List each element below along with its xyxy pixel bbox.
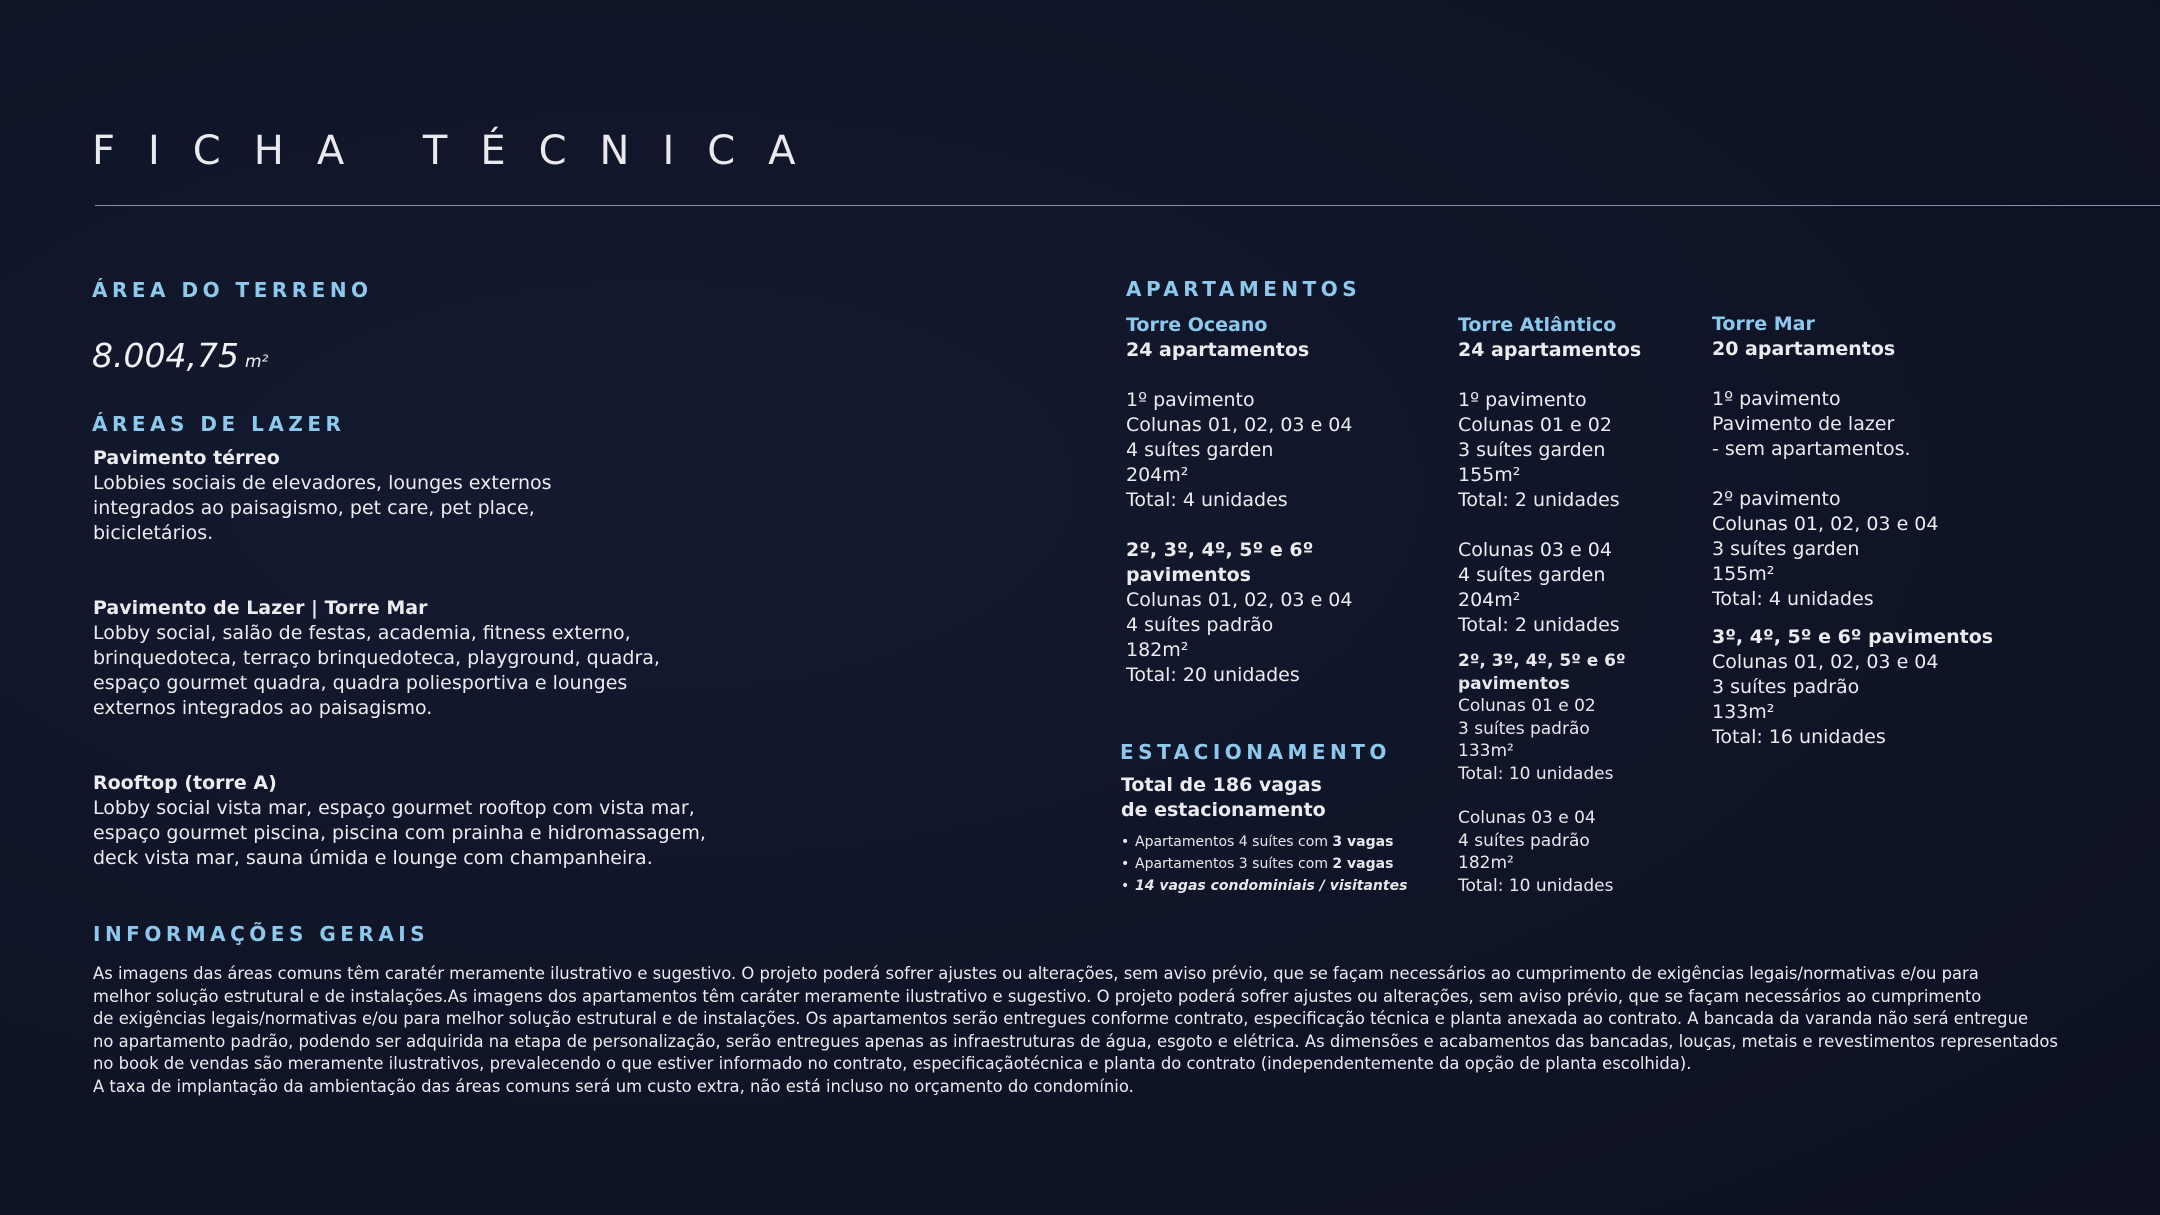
lazer-item-terreo [93, 446, 552, 546]
torre-mar-name: Torre Mar [1712, 313, 1815, 335]
spec-line: 2º pavimento [1712, 488, 1841, 510]
info-line: As imagens das áreas comuns têm caratér meramente ilustrativo e sugestivo. O projeto poderá sofrer ajustes ou alterações, sem aviso prévio, que se façam necessários ao cumprimento de exigências legais/normativas e/ou para [93, 964, 1979, 983]
torre-atlantico-count: 24 apartamentos [1458, 339, 1642, 361]
lazer-item-line: Lobbies sociais de elevadores, lounges externos [93, 472, 552, 494]
spec-line: 4 suítes garden [1458, 564, 1606, 586]
bullet-text: Apartamentos 3 suítes com [1135, 856, 1333, 872]
info-line: de exigências legais/normativas e/ou para melhor solução estrutural e de instalações. Os apartamentos serão entregues conforme contrato, especificação técnica e planta anexada ao contrato. A bancada da varanda não será entregue [93, 1009, 2029, 1028]
spec-line: Total: 4 unidades [1712, 588, 1874, 610]
spec-line: Pavimento de lazer [1712, 413, 1895, 435]
spec-line: Colunas 03 e 04 [1458, 808, 1596, 828]
spec-line: 155m² [1712, 563, 1775, 585]
spec-line: Colunas 03 e 04 [1458, 539, 1612, 561]
area-terreno-unit: m² [244, 352, 269, 372]
spec-line: Colunas 01, 02, 03 e 04 [1712, 513, 1939, 535]
lazer-item-rooftop [93, 771, 706, 871]
spec-line: 4 suítes garden [1126, 439, 1274, 461]
spec-line: Colunas 01, 02, 03 e 04 [1712, 651, 1939, 673]
spec-line: 1º pavimento [1126, 389, 1255, 411]
spec-line: Colunas 01 e 02 [1458, 414, 1612, 436]
area-terreno-heading: ÁREA DO TERRENO [92, 278, 373, 302]
list-item [1121, 875, 1407, 897]
estacionamento-total [1121, 773, 1326, 823]
spec-block-title: pavimentos [1458, 673, 1570, 694]
spec-line: 3 suítes padrão [1458, 718, 1590, 739]
spec-line: 204m² [1126, 464, 1189, 486]
lazer-item-line: bicicletários. [93, 522, 214, 544]
spec-line: 133m² [1712, 701, 1775, 723]
spec-line: Colunas 01, 02, 03 e 04 [1126, 589, 1353, 611]
spec-line: 155m² [1458, 464, 1521, 486]
lazer-item-title: Pavimento térreo [93, 447, 280, 469]
lazer-item-title: Rooftop (torre A) [93, 772, 277, 794]
spec-line: - sem apartamentos. [1712, 438, 1911, 460]
estacionamento-heading: ESTACIONAMENTO [1120, 740, 1391, 764]
spec-line: Total: 10 unidades [1458, 875, 1614, 896]
torre-oceano-column [1126, 313, 1352, 688]
spec-line: Total: 4 unidades [1126, 489, 1288, 511]
spec-block-title: 2º, 3º, 4º, 5º e 6º [1126, 539, 1314, 561]
spec-line: Colunas 01, 02, 03 e 04 [1126, 414, 1353, 436]
torre-atlantico-upper-floors [1458, 650, 1626, 897]
info-line: melhor solução estrutural e de instalações.As imagens dos apartamentos têm caráter meramente ilustrativo e sugestivo. O projeto poderá sofrer ajustes ou alterações, sem aviso prévio, que se façam necessários ao cumprimento [93, 986, 1982, 1006]
spec-line: 4 suítes padrão [1458, 830, 1590, 851]
spec-line: 182m² [1458, 853, 1514, 873]
apartamentos-heading: APARTAMENTOS [1126, 277, 1362, 301]
bullet-strong: 2 vagas [1332, 856, 1394, 872]
spec-block-title: 2º, 3º, 4º, 5º e 6º [1458, 651, 1626, 671]
torre-oceano-name: Torre Oceano [1126, 314, 1268, 336]
spec-line: 3 suítes padrão [1712, 676, 1860, 698]
spec-line: Colunas 01 e 02 [1458, 696, 1596, 716]
spec-line: 204m² [1458, 589, 1521, 611]
estacionamento-list [1121, 831, 1407, 897]
lazer-item-line: integrados ao paisagismo, pet care, pet place, [93, 497, 535, 519]
lazer-item-line: espaço gourmet quadra, quadra poliesportiva e lounges [93, 672, 628, 694]
lazer-item-torre-mar [93, 596, 660, 721]
spec-line: 3 suítes garden [1458, 439, 1606, 461]
torre-oceano-count: 24 apartamentos [1126, 339, 1310, 361]
info-line: no apartamento padrão, podendo ser adquirida na etapa de personalização, serão entregues apenas as infraestruturas de água, esgoto e elétrica. As dimensões e acabamentos das bancadas, louças, metais e revestimentos representados [93, 1031, 2058, 1051]
lazer-item-line: externos integrados ao paisagismo. [93, 697, 433, 719]
estacionamento-total-line: Total de 186 vagas [1121, 774, 1322, 796]
spec-line: Total: 20 unidades [1126, 664, 1300, 686]
list-item [1121, 831, 1407, 853]
bullet-strong: 14 vagas condominiais / visitantes [1135, 878, 1408, 894]
spec-line: Total: 2 unidades [1458, 614, 1620, 636]
areas-lazer-heading: ÁREAS DE LAZER [92, 412, 346, 436]
lazer-item-line: espaço gourmet piscina, piscina com prainha e hidromassagem, [93, 822, 706, 844]
page-title: FICHA TÉCNICA [92, 128, 829, 174]
lazer-item-line: deck vista mar, sauna úmida e lounge com champanheira. [93, 847, 653, 869]
bullet-strong: 3 vagas [1332, 834, 1394, 850]
spec-line: 1º pavimento [1712, 388, 1841, 410]
info-line: no book de vendas são meramente ilustrativos, prevalecendo o que estiver informado no contrato, especificaçãotécnica e planta do contrato (independentemente da opção de planta escolhida). [93, 1054, 1692, 1073]
spec-line: 1º pavimento [1458, 389, 1587, 411]
spec-block-title: 3º, 4º, 5º e 6º pavimentos [1712, 626, 1994, 648]
torre-atlantico-name: Torre Atlântico [1458, 314, 1617, 336]
spec-block-title: pavimentos [1126, 564, 1251, 586]
torre-mar-count: 20 apartamentos [1712, 338, 1896, 360]
list-item [1121, 853, 1407, 875]
bullet-text: Apartamentos 4 suítes com [1135, 834, 1333, 850]
estacionamento-total-line: de estacionamento [1121, 799, 1326, 821]
lazer-item-line: brinquedoteca, terraço brinquedoteca, playground, quadra, [93, 647, 660, 669]
spec-line: 3 suítes garden [1712, 538, 1860, 560]
lazer-item-line: Lobby social vista mar, espaço gourmet rooftop com vista mar, [93, 797, 695, 819]
spec-line: 133m² [1458, 741, 1514, 761]
lazer-item-line: Lobby social, salão de festas, academia, fitness externo, [93, 622, 631, 644]
area-terreno-number: 8.004,75 [92, 336, 239, 375]
lazer-item-title: Pavimento de Lazer | Torre Mar [93, 597, 428, 619]
spec-line: 182m² [1126, 639, 1189, 661]
torre-mar-column [1712, 312, 1993, 750]
info-heading: INFORMAÇÕES GERAIS [93, 922, 430, 946]
torre-atlantico-column [1458, 313, 1641, 638]
area-terreno-value [92, 336, 268, 375]
info-body [93, 963, 2058, 1098]
spec-line: Total: 16 unidades [1712, 726, 1886, 748]
spec-line: Total: 10 unidades [1458, 763, 1614, 784]
info-line: A taxa de implantação da ambientação das áreas comuns será um custo extra, não está incluso no orçamento do condomínio. [93, 1076, 1134, 1096]
spec-line: Total: 2 unidades [1458, 489, 1620, 511]
spec-line: 4 suítes padrão [1126, 614, 1274, 636]
title-divider [95, 205, 2160, 206]
